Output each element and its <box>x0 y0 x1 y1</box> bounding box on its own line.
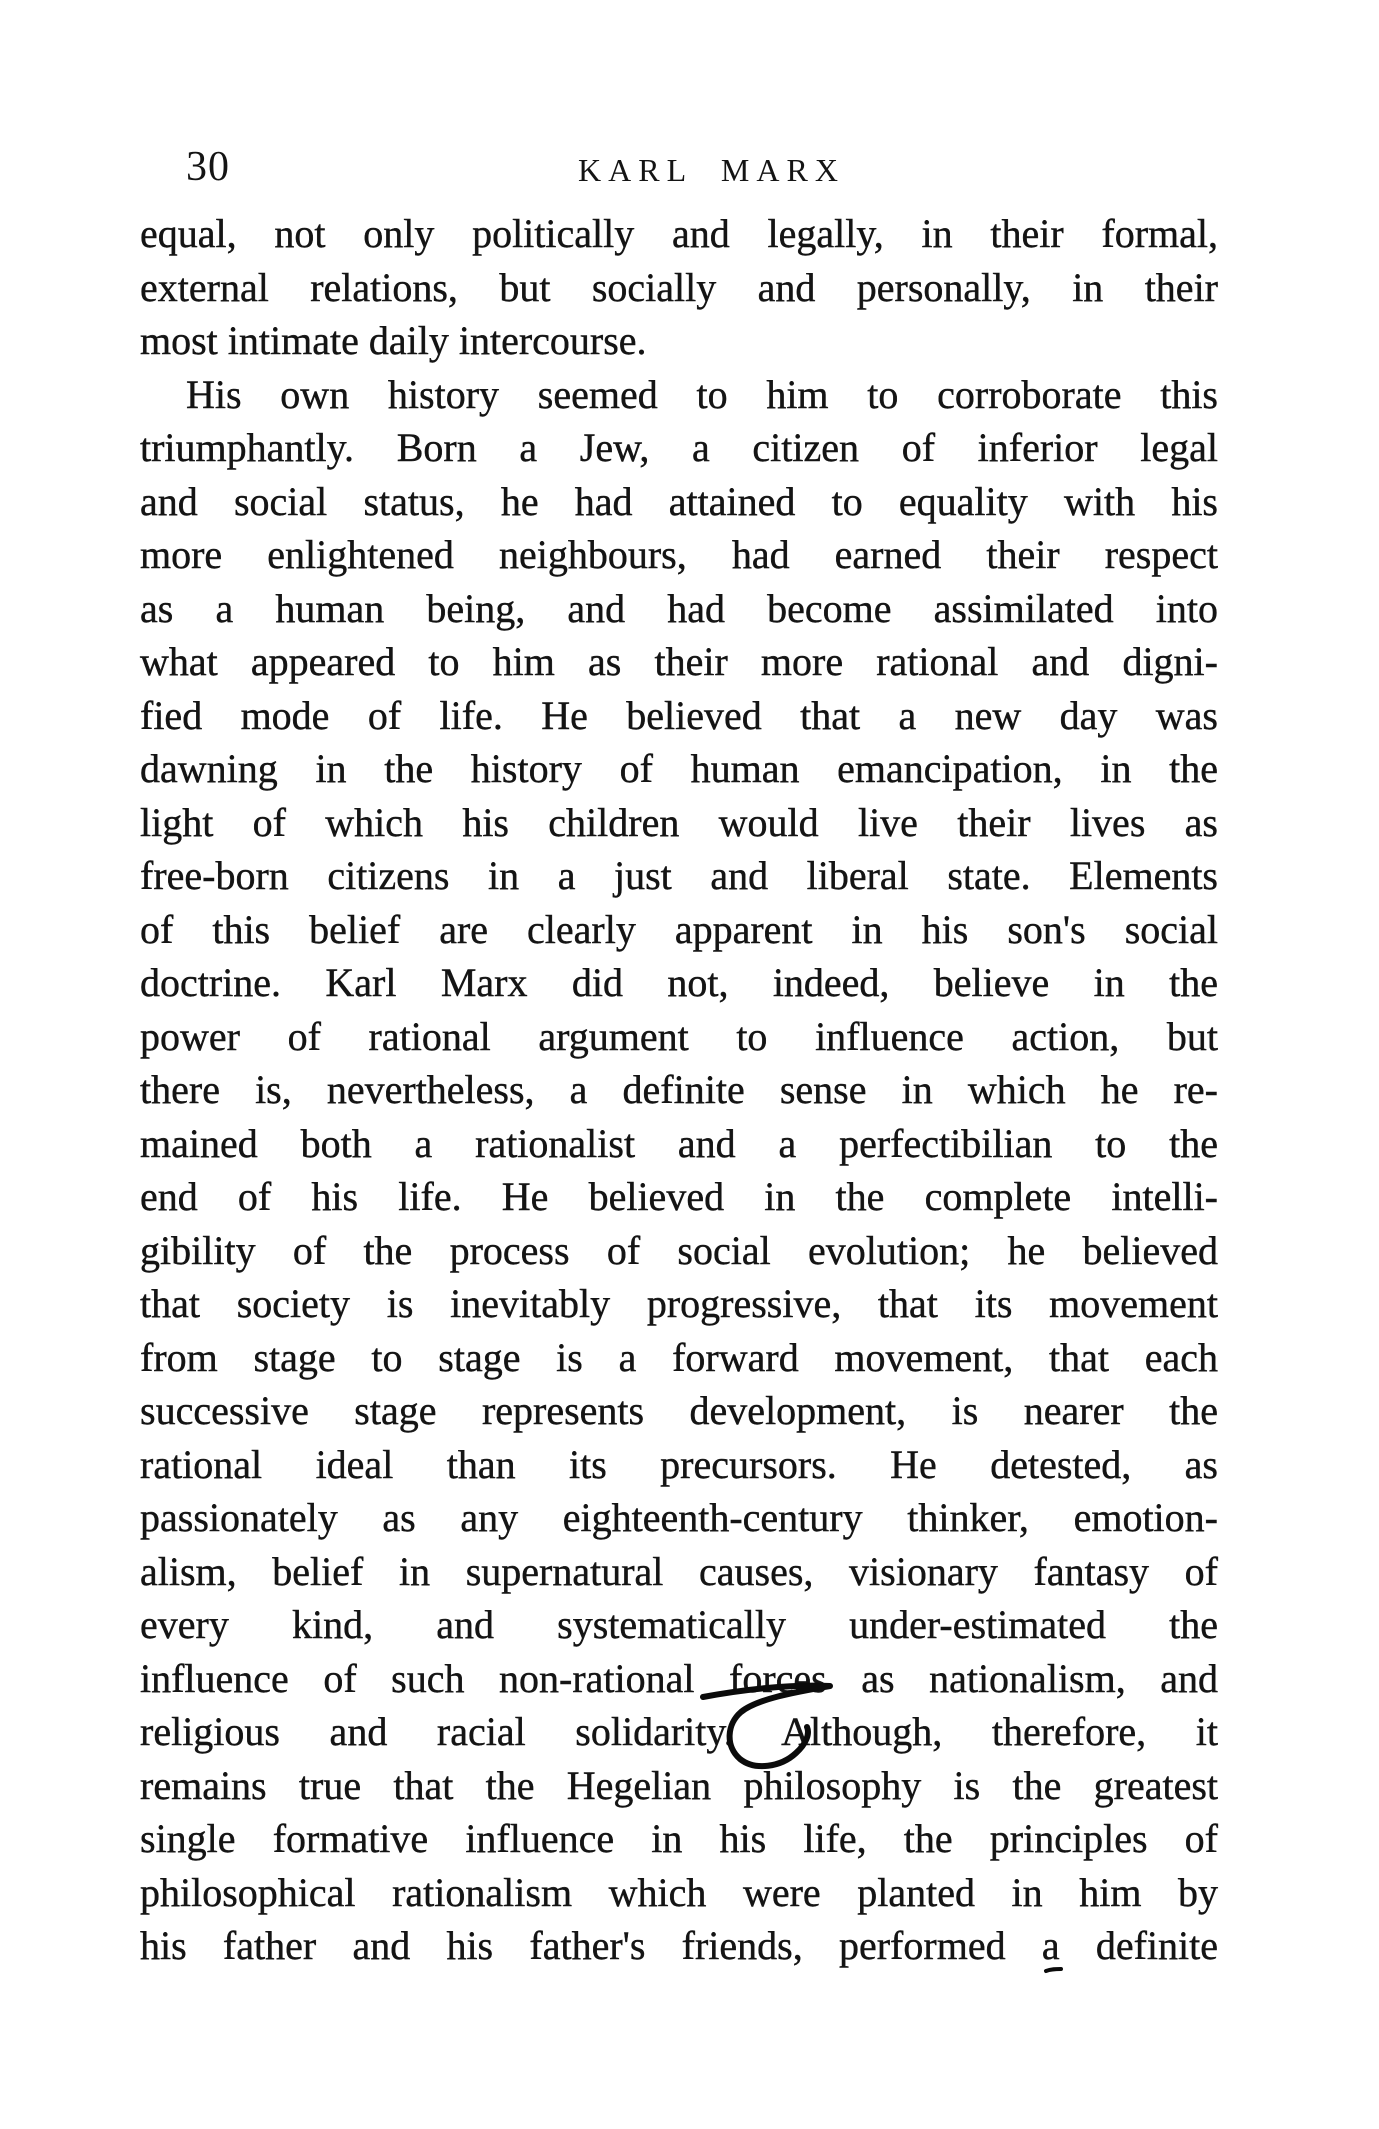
text-line-6: and social status, he had attained to equality with his <box>140 478 1218 524</box>
text-line-20: gibility of the process of social evolution; he believed <box>140 1227 1218 1273</box>
text-line-13: free-born citizens in a just and liberal state. Elements <box>140 853 1218 898</box>
text-line-3: most intimate daily intercourse. <box>140 318 647 363</box>
text-line-16: power of rational argument to influence action, but <box>140 1013 1218 1059</box>
text-line-25: passionately as any eighteenth-century thinker, emotion- <box>140 1495 1218 1540</box>
text-line-24: rational ideal than its precursors. He detested, as <box>140 1441 1218 1487</box>
page-header <box>0 0 1379 200</box>
text-line-21: that society is inevitably progressive, that its movement <box>140 1281 1218 1326</box>
text-line-1: equal, not only politically and legally, in their formal, <box>140 211 1218 256</box>
text-line-5: triumphantly. Born a Jew, a citizen of inferior legal <box>140 425 1218 470</box>
text-line-18: mained both a rationalist and a perfectibilian to the <box>140 1120 1218 1166</box>
text-line-23: successive stage represents development, is nearer the <box>140 1388 1218 1433</box>
text-line-17: there is, nevertheless, a definite sense in which he re- <box>140 1067 1218 1112</box>
body-text-block <box>140 207 1218 1973</box>
text-line-28: influence of such non-rational forces as nationalism, and <box>140 1655 1218 1701</box>
text-line-15: doctrine. Karl Marx did not, indeed, believe in the <box>140 960 1218 1005</box>
text-line-11: dawning in the history of human emancipation, in the <box>140 746 1218 791</box>
text-line-22: from stage to stage is a forward movement, that each <box>140 1334 1218 1380</box>
text-line-8: as a human being, and had become assimilated into <box>140 585 1218 631</box>
running-title: KARL MARX <box>578 152 845 188</box>
text-line-4: His own history seemed to him to corroborate this <box>186 371 1218 417</box>
text-line-14: of this belief are clearly apparent in his son's social <box>140 906 1218 952</box>
text-line-33: his father and his father's friends, performed a definite <box>140 1923 1218 1968</box>
text-line-26: alism, belief in supernatural causes, visionary fantasy of <box>140 1548 1218 1594</box>
text-line-7: more enlightened neighbours, had earned their respect <box>140 532 1218 577</box>
text-line-32: philosophical rationalism which were planted in him by <box>140 1869 1218 1915</box>
text-line-10: fied mode of life. He believed that a new day was <box>140 692 1218 738</box>
text-line-27: every kind, and systematically under-estimated the <box>140 1602 1218 1647</box>
text-line-9: what appeared to him as their more rational and digni- <box>140 639 1218 684</box>
page-number: 30 <box>186 144 230 190</box>
text-line-30: remains true that the Hegelian philosophy is the greatest <box>140 1762 1218 1808</box>
text-line-12: light of which his children would live their lives as <box>140 799 1218 845</box>
text-line-19: end of his life. He believed in the complete intelli- <box>140 1174 1218 1219</box>
text-line-31: single formative influence in his life, the principles of <box>140 1816 1218 1861</box>
text-line-29: religious and racial solidarity. Although, therefore, it <box>140 1709 1218 1754</box>
text-line-2: external relations, but socially and personally, in their <box>140 264 1218 310</box>
